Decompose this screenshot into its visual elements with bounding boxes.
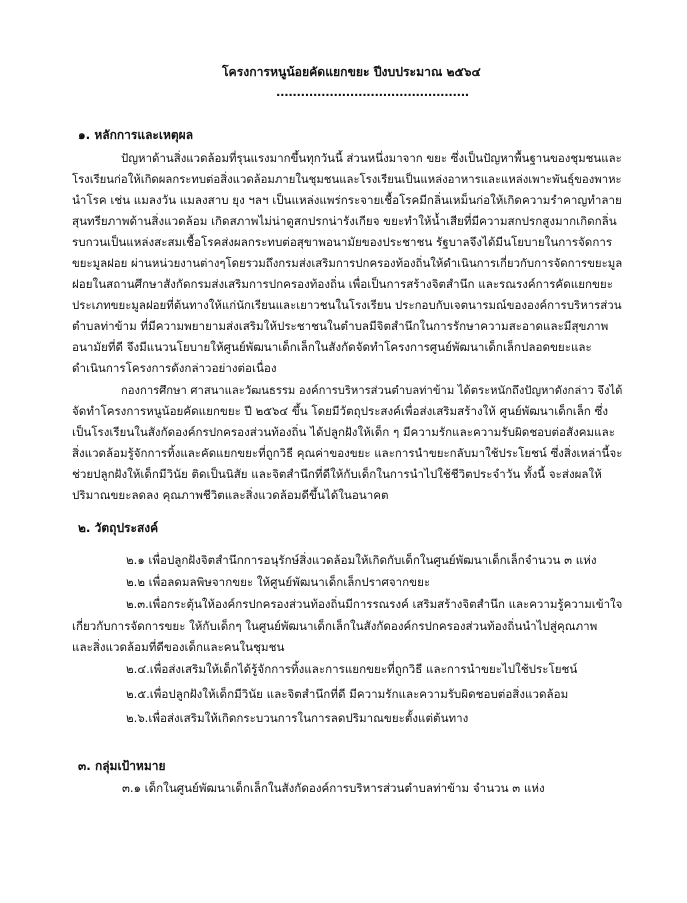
objective-2-1: ๒.๑ เพื่อปลูกฝังจิตสำนึกการอนุรักษ์สิ่งแวดล้อมให้เกิดกับเด็กในศูนย์พัฒนาเด็กเล็กจำนวน ๓ แห่ง [126, 553, 597, 567]
principles-line-15: สิ่งแวดล้อมรู้จักการทิ้งและคัดแยกขยะที่ถูกวิธี คุณค่าของขยะ และการนำขยะกลับมาใช้ประโยชน์ ซึ่งสิ่งเหล่านี้จะ [72, 446, 623, 460]
principles-line-11: ดำเนินการโครงการดังกล่าวอย่างต่อเนื่อง [72, 361, 277, 375]
principles-line-12: กองการศึกษา ศาสนาและวัฒนธรรม องค์การบริหารส่วนตำบลท่าข้าม ได้ตระหนักถึงปัญหาดังกล่าว จึงได้ [121, 384, 623, 397]
document-title: โครงการหนูน้อยคัดแยกขยะ ปีงบประมาณ ๒๕๖๔ [222, 65, 481, 79]
section-heading-target-group: ๓. กลุ่มเป้าหมาย [78, 759, 166, 773]
principles-line-5: รบกวนเป็นแหล่งสะสมเชื้อโรคส่งผลกระทบต่อสุขาพอนามัยของประชาชน รัฐบาลจึงได้มีนโยบายในการจัดการ [72, 235, 613, 249]
principles-line-4: สุนทรียภาพด้านสิ่งแวดล้อม เกิดสภาพไม่น่าดูสกปรกน่ารังเกียจ ขยะทำให้น้ำเสียที่มีความสกปรกสูงมากเกิดกลิ่น [72, 214, 617, 228]
objective-2-3-cont-2: และสิ่งแวดล้อมที่ดีของเด็กและคนในชุมชน [72, 640, 285, 654]
title-underline-dots: ............................................... [276, 85, 469, 99]
principles-line-16: ช่วยปลูกฝังให้เด็กมีวินัย ติดเป็นนิสัย และจิตสำนึกที่ดีให้กับเด็กในการนำไปใช้ชีวิตประจำวัน ทั้งนี้ จะส่งผลให้ [72, 467, 602, 481]
objective-2-4: ๒.๔.เพื่อส่งเสริมให้เด็กได้รู้จักการทิ้งและการแยกขยะที่ถูกวิธี และการนำขยะไปใช้ประโยชน์ [126, 662, 578, 676]
principles-line-17: ปริมาณขยะลดลง คุณภาพชีวิตและสิ่งแวดล้อมดีขึ้นได้ในอนาคต [72, 488, 389, 502]
target-3-1: ๓.๑ เด็กในศูนย์พัฒนาเด็กเล็กในสังกัดองค์การบริหารส่วนตำบลท่าข้าม จำนวน ๓ แห่ง [122, 781, 545, 795]
principles-line-7: ฝอยในสถานศึกษาสังกัดกรมส่งเสริมการปกครองท้องถิ่น เพื่อเป็นการสร้างจิตสำนึก และรณรงค์การคัดแยกขยะ [72, 277, 613, 291]
principles-line-14: เป็นโรงเรียนในสังกัดองค์กรปกครองส่วนท้องถิ่น ได้ปลูกฝังให้เด็ก ๆ มีความรักและความรับผิดชอบต่อสังคมและ [72, 425, 615, 439]
principles-line-6: ขยะมูลฝอย ผ่านหน่วยงานต่างๆโดยรวมถึงกรมส่งเสริมการปกครองท้องถิ่นให้ดำเนินการเกี่ยวกับการจัดการขยะมูล [72, 256, 623, 270]
principles-line-13: จัดทำโครงการหนูน้อยคัดแยกขยะ ปี ๒๕๖๔ ขึ้น โดยมีวัตถุประสงค์เพื่อส่งเสริมสร้างให้ ศูนย์พัฒนาเด็กเล็ก ซึ่ง [72, 404, 609, 418]
principles-line-10: อนามัยที่ดี จึงมีแนวนโยบายให้ศูนย์พัฒนาเด็กเล็กในสังกัดจัดทำโครงการศูนย์พัฒนาเด็กเล็กปลอดขยะและ [72, 340, 592, 354]
objective-2-3-cont-1: เกี่ยวกับการจัดการขยะ ให้กับเด็กๆ ในศูนย์พัฒนาเด็กเล็กในสังกัดองค์กรปกครองส่วนท้องถิ่นนำไปสู่คุณภาพ [72, 619, 598, 633]
objective-2-3: ๒.๓.เพื่อกระตุ้นให้องค์กรปกครองส่วนท้องถิ่นมีการรณรงค์ เสริมสร้างจิตสำนึก และความรู้ความเข้าใจ [126, 597, 623, 611]
objective-2-6: ๒.๖.เพื่อส่งเสริมให้เกิดกระบวนการในการลดปริมาณขยะตั้งแต่ต้นทาง [126, 711, 469, 725]
principles-line-9: ตำบลท่าข้าม ที่มีความพยายามส่งเสริมให้ประชาชนในตำบลมีจิตสำนึกในการรักษาความสะอาดและมีสุขภาพ [72, 319, 609, 333]
objective-2-5: ๒.๕.เพื่อปลูกฝังให้เด็กมีวินัย และจิตสำนึกที่ดี มีความรักและความรับผิดชอบต่อสิ่งแวดล้อม [126, 687, 569, 701]
objective-2-2: ๒.๒ เพื่อลดมลพิษจากขยะ ให้ศูนย์พัฒนาเด็กเล็กปราศจากขยะ [126, 575, 431, 589]
section-heading-objectives: ๒. วัตถุประสงค์ [78, 521, 159, 535]
principles-line-2: โรงเรียนก่อให้เกิดผลกระทบต่อสิ่งแวดล้อมภายในชุมชนและโรงเรียนเป็นแหล่งอาหารและแหล่งเพาะพันธุ์ของพาหะ [72, 172, 622, 186]
section-heading-principles: ๑. หลักการและเหตุผล [78, 128, 194, 142]
principles-line-1: ปัญหาด้านสิ่งแวดล้อมที่รุนแรงมากขึ้นทุกวันนี้ ส่วนหนึ่งมาจาก ขยะ ซึ่งเป็นปัญหาพื้นฐานของชุมชนและ [121, 151, 622, 165]
principles-line-8: ประเภทขยะมูลฝอยที่ต้นทางให้แก่นักเรียนและเยาวชนในโรงเรียน ประกอบกับเจตนารมณ์ขององค์การบริหารส่วน [72, 298, 622, 312]
principles-line-3: นำโรค เช่น แมลงวัน แมลงสาบ ยุง ฯลฯ เป็นแหล่งแพร่กระจายเชื้อโรคมีกลิ่นเหม็นก่อให้เกิดความรำคาญทำลาย [72, 193, 622, 207]
